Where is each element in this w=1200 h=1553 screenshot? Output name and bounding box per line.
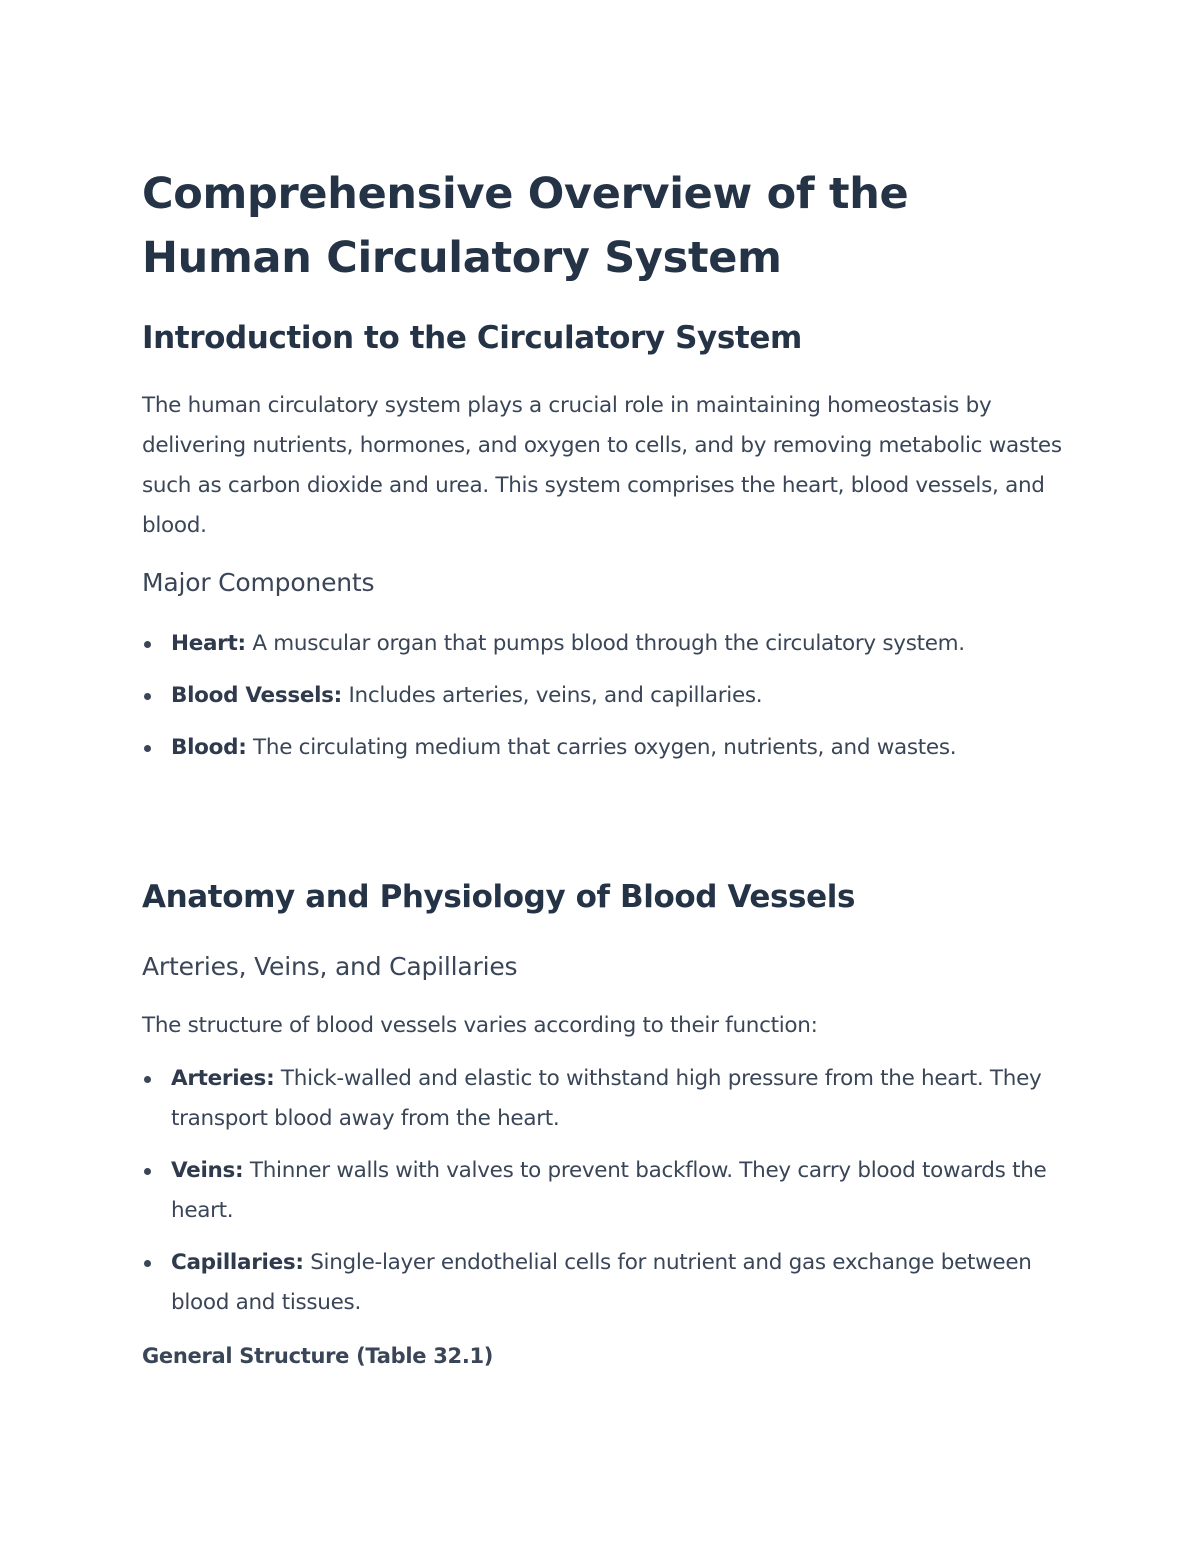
list-item [142,1059,1062,1139]
bullet-icon [144,641,151,648]
list-item-term-separator: : [295,1250,304,1275]
list-item-term-separator: : [235,1158,244,1183]
bullet-icon [144,1076,151,1083]
subheading-arteries-veins-capillaries: Arteries, Veins, and Capillaries [142,952,518,981]
subheading-major-components: Major Components [142,568,375,597]
bullet-icon [144,1260,151,1267]
list-item [142,624,1062,664]
list-item-text: Thinner walls with valves to prevent backflow. They carry blood towards the heart. [171,1158,1047,1223]
list-item-text: A muscular organ that pumps blood through the circulatory system. [245,631,965,656]
list-item [142,1151,1062,1231]
intro-paragraph: The human circulatory system plays a crucial role in maintaining homeostasis by delivering nutrients, hormones, and oxygen to cells, and by removing metabolic wastes such as carbon dioxide and urea. This system comprises the heart, blood vessels, and blood. [142,393,1062,538]
list-item-text: Single-layer endothelial cells for nutrient and gas exchange between blood and tissues. [171,1250,1032,1315]
list-item-text: Thick-walled and elastic to withstand high pressure from the heart. They transport blood away from the heart. [171,1066,1042,1131]
major-components-list [142,624,1062,780]
section-heading-anatomy: Anatomy and Physiology of Blood Vessels [142,879,855,915]
bullet-icon [144,745,151,752]
list-item [142,676,1062,716]
list-item-term-separator: : [333,683,342,708]
list-item-term: Capillaries [171,1250,296,1275]
bullet-icon [144,693,151,700]
list-item-term: Blood Vessels [171,683,334,708]
subheading-general-structure: General Structure (Table 32.1) [142,1344,494,1368]
list-item-term: Arteries [171,1066,267,1091]
bullet-icon [144,1168,151,1175]
list-item-text: The circulating medium that carries oxygen, nutrients, and wastes. [246,735,957,760]
document-title: Comprehensive Overview of the Human Circulatory System [142,169,909,283]
anatomy-paragraph: The structure of blood vessels varies according to their function: [142,1013,818,1038]
vessel-types-list [142,1059,1062,1335]
list-item-term-separator: : [238,735,247,760]
section-heading-introduction: Introduction to the Circulatory System [142,320,802,356]
list-item [142,1243,1062,1323]
list-item-term: Heart [171,631,238,656]
list-item-text: Includes arteries, veins, and capillaries. [341,683,763,708]
list-item-term-separator: : [237,631,246,656]
list-item-term: Veins [171,1158,236,1183]
list-item [142,728,1062,768]
list-item-term: Blood [171,735,239,760]
list-item-term-separator: : [266,1066,275,1091]
